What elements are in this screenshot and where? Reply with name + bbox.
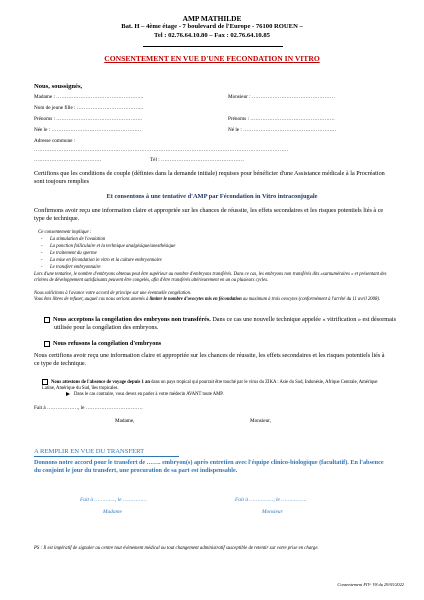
transfer-place-date-right[interactable]: Fait à ……………, le ……………. <box>235 497 307 503</box>
refuse-note-bold: limiter le nombre d'ovocytes mis en fécondation <box>149 297 242 302</box>
confirm-paragraph: Confirmons avoir reçu une information claire et appropriée sur les chances de réussite, les effets secondaires et les risques potentiels liés à ce type de technique. <box>34 207 384 222</box>
page-title: CONSENTEMENT EN VUE D'UNE FECONDATION IN VITRO <box>104 54 320 63</box>
transfer-madame: Madame <box>103 509 122 515</box>
form-intro: Nous, soussignés, <box>34 83 83 90</box>
center-name: AMP MATHILDE <box>182 14 242 23</box>
embryo-note: Lors d'une tentative, le nombre d'embryons obtenus peut être supérieur au nombre d'embryons transférés. Dans ce cas, les embryons non transférés dits «surnuméraires » et présentant des critères de développement satisfaisants peuvent être congelés, afin d'être transférés ultérieurement en un ou plusieurs cycles. <box>34 272 387 284</box>
header-divider <box>143 46 283 47</box>
travel-bold: Nous attestons de l'absence de voyage depuis 1 an <box>51 380 150 386</box>
implies-item: - La stimulation de l'ovulation <box>40 237 340 244</box>
birthdate-field-female[interactable]: Née le : ……………………………………………. <box>34 127 141 133</box>
address-field-line2[interactable]: ………………………………… <box>34 157 102 163</box>
maiden-name-field[interactable]: Nom de jeune fille : ………………………………... <box>34 105 143 111</box>
refuse-note <box>34 297 390 303</box>
phone-field[interactable]: Tél : ………………………………………… <box>150 157 244 163</box>
option-accept-bold: Nous acceptons la congélation des embryons non transférés. <box>53 316 211 323</box>
transfer-heading: A REMPLIR EN VUE DU TRANSFERT <box>34 448 145 455</box>
implies-item: - La mise en fécondation in vitro et la culture embryonnaire <box>40 258 340 265</box>
center-phones: Tel : 02.76.64.10.80 – Fax : 02.76.64.10.85 <box>154 32 270 39</box>
arrow-bullet-icon <box>66 392 70 396</box>
refuse-note-a: Vous êtes libres de refuser, auquel cas nous serions amenés à <box>34 297 150 302</box>
certify-paragraph: Certifions que les conditions de couple (définies dans la demande initiale) requises pour bénéficier d'une Assistance médicale à la Procréation sont toujours remplies <box>34 170 385 185</box>
travel-sub-text: Dans le cas contraire, vous devez en parler à votre médecin AVANT toute AMP. <box>74 392 224 398</box>
address-field-line1[interactable]: ………………………………………………………………………………………………………………………………… <box>34 147 289 153</box>
signature-madame: Madame, <box>115 418 135 424</box>
signature-monsieur: Monsieur, <box>250 418 271 424</box>
agreement-note: Nous sollicitons à l'avance votre accord de principe sur une éventuelle congélation. <box>34 291 192 296</box>
option-accept[interactable] <box>44 316 400 331</box>
travel-rest: dans un pays tropical qui pourrait être touché par le virus du ZIKA : Asie du Sud, Indonésie, Afrique Centrale, Amérique Latine, Amérique du Sud, îles tropicales. <box>42 380 378 392</box>
transfer-monsieur: Monsieur <box>262 509 283 515</box>
monsieur-field[interactable]: Monsieur : ………………………………………… <box>228 94 335 100</box>
implies-item: - Le transfert embryonnaire <box>40 265 340 272</box>
signature-place-date[interactable]: Fait à ………………, le …………………………… <box>34 405 143 411</box>
madame-field[interactable]: Madame : …………………………………………... <box>34 94 144 100</box>
refuse-note-b: au maximum à trois ovocytes (conformément à l'arrêté du 11 avril 2008). <box>241 297 381 302</box>
ps-note: PS : Il est impératif de signaler au centre tout évènement médical ou tout changement administratif susceptible de retentir sur votre prise en charge. <box>34 546 319 551</box>
footer-version: Consentement FIV- V8 du 29/03/2022 <box>337 582 404 587</box>
transfer-place-date-left[interactable]: Fait à …………., le …………… <box>80 497 147 503</box>
consent-heading: Et consentons à une tentative d'AMP par Fécondation in Vitro intraconjugale <box>106 193 318 200</box>
implies-label: Ce consentement implique : <box>38 230 92 235</box>
birthdate-field-male[interactable]: Né le : ……………………………………………… <box>228 127 337 133</box>
option-refuse[interactable] <box>44 340 161 348</box>
implies-list <box>40 237 340 271</box>
center-address: Bat. H – 4ème étage - 7 boulevard de l'Europe - 76100 ROUEN – <box>121 23 303 30</box>
first-names-field-male[interactable]: Prénoms : …………………………………………. <box>228 116 335 122</box>
refuse-checkbox[interactable] <box>44 341 50 347</box>
transfer-heading-underline <box>34 456 179 457</box>
travel-statement[interactable] <box>42 379 382 392</box>
option-accept-rest: Dans ce cas une nouvelle technique appelée « vitrification » est désormais utilisée pour la congélation des embryons. <box>54 316 396 331</box>
option-refuse-label: Nous refusons la congélation d'embryons <box>53 340 162 347</box>
implies-item: - La ponction folliculaire et la technique analgésique/anesthésique <box>40 244 340 251</box>
address-label: Adresse commune : <box>34 138 76 144</box>
accept-checkbox[interactable] <box>44 317 50 323</box>
certify-info-paragraph: Nous certifions avoir reçu une information claire et appropriée sur les chances de réussite, les effets secondaires et les risques potentiels liés à ce type de technique. <box>34 352 385 367</box>
implies-item: - Le traitement du sperme <box>40 251 340 258</box>
travel-sub <box>66 392 224 397</box>
first-names-field-female[interactable]: Prénoms : ………………………………………….. <box>34 116 142 122</box>
travel-checkbox[interactable] <box>42 379 48 385</box>
transfer-text: Donnons notre accord pour le transfert de ……. embryon(s) après entretien avec l'équipe clinico-biologique (facultatif). En l'absence du conjoint le jour du transfert, une procuration de sa part est indispensable. <box>34 459 384 475</box>
